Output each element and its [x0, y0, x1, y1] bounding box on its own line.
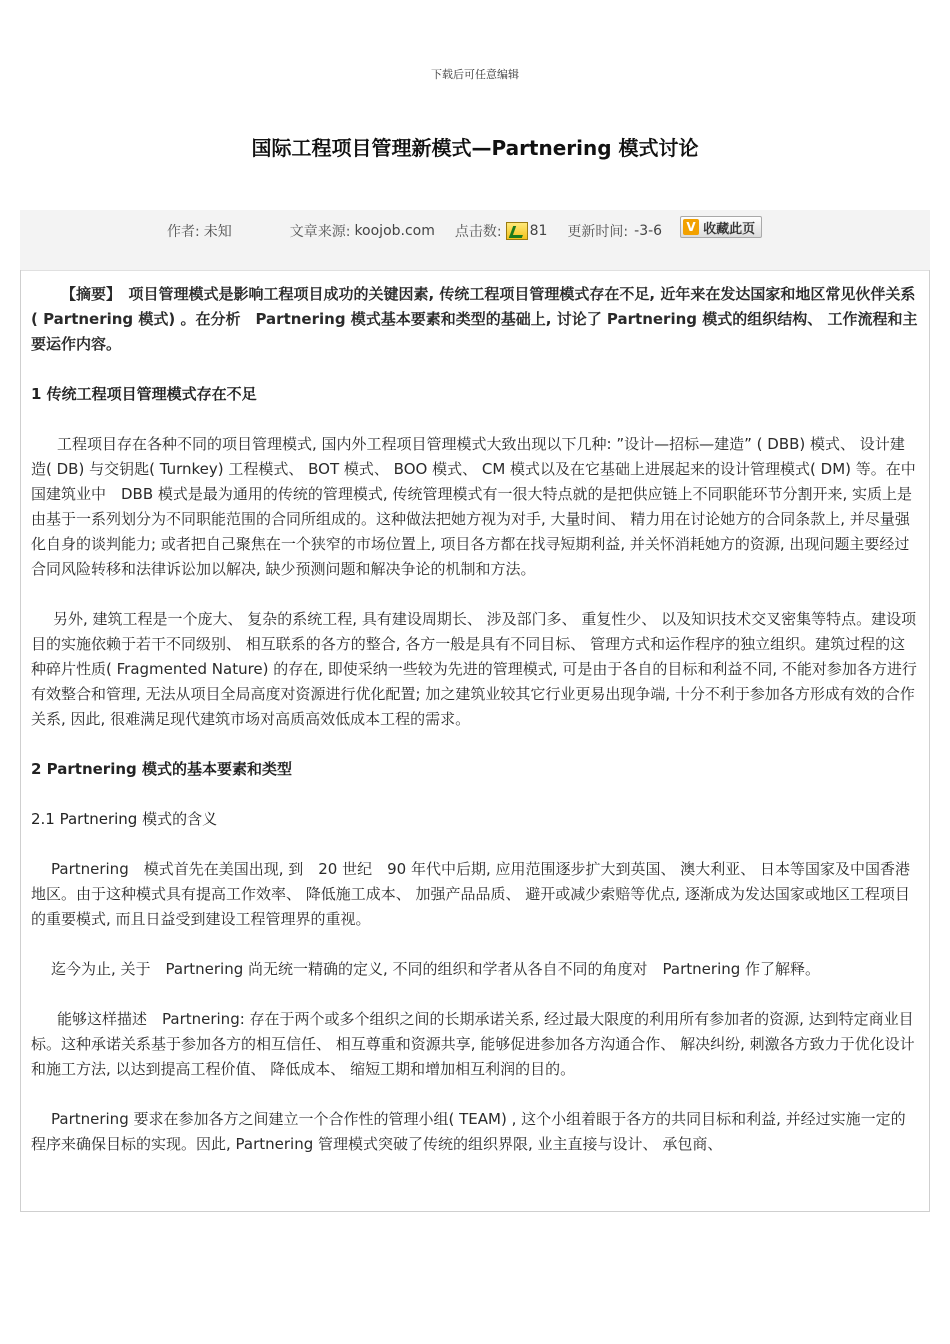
favorite-label: 收藏此页	[703, 221, 756, 237]
page-title: 国际工程项目管理新模式—Partnering 模式讨论	[251, 136, 699, 160]
favorite-icon: V	[683, 219, 699, 235]
source-value: koojob.com	[354, 223, 435, 239]
hits-label: 点击数:	[454, 224, 502, 240]
hits-value: 81	[529, 223, 548, 239]
paragraph: Partnering 模式首先在美国出现, 到 20 世纪 90 年代中后期, 应用范围逐步扩大到英国、 澳大利亚、 日本等国家及中国香港地区。由于这种模式具有提高工作效率、 降低施工成本、 加强产品品质、 避开或减少索赔等优点, 逐渐成为发达国家或地区工程项目的重要模式, 而且日益受到建设工程管理界的重视。	[31, 860, 911, 928]
edit-note: 下载后可任意编辑	[431, 68, 519, 81]
paragraph: 另外, 建筑工程是一个庞大、 复杂的系统工程, 具有建设周期长、 涉及部门多、 重复性少、 以及知识技术交叉密集等特点。建设项目的实施依赖于若干不同级别、 相互联系的各方的整合, 各方一般是具有不同目标、 管理方式和运作程序的独立组织。建筑过程的这种碎片性质( Fragmented Nature) 的存在, 即使采纳一些较为先进的管理模式, 可是由于各自的目标和利益不同, 不能对参加各方进行有效整合和管理, 无法从项目全局高度对资源进行优化配置; 加之建筑业较其它行业更易出现争端, 十分不利于参加各方形成有效的合作关系, 因此, 很难满足现代建筑市场对高质高效低成本工程的需求。	[31, 610, 917, 728]
updated-value: -3-6	[634, 223, 663, 239]
paragraph: 迄今为止, 关于 Partnering 尚无统一精确的定义, 不同的组织和学者从各自不同的角度对 Partnering 作了解释。	[51, 960, 821, 978]
paragraph: Partnering 要求在参加各方之间建立一个合作性的管理小组( TEAM) , 这个小组着眼于各方的共同目标和利益, 并经过实施一定的程序来确保目标的实现。因此, Partnering 管理模式突破了传统的组织界限, 业主直接与设计、 承包商、	[31, 1110, 906, 1153]
subsection-heading: 2.1 Partnering 模式的含义	[31, 810, 218, 828]
paragraph: 工程项目存在各种不同的项目管理模式, 国内外工程项目管理模式大致出现以下几种: ”设计—招标—建造” ( DBB) 模式、 设计建造( DB) 与交钥匙( Turnkey) 工程模式、 BOT 模式、 BOO 模式、 CM 模式以及在它基础上进展起来的设计管理模式( DM) 等。在中国建筑业中 DBB 模式是最为通用的传统的管理模式, 传统管理模式有一很大特点就的是把供应链上不同职能环节分割开来, 实质上是由基于一系列划分为不同职能范围的合同所组成的。这种做法把她方视为对手, 大量时间、 精力用在讨论她方的合同条款上, 并尽量强化自身的谈判能力; 或者把自己聚焦在一个狭窄的市场位置上, 项目各方都在找寻短期利益, 并关怀消耗她方的资源, 出现问题主要经过合同风险转移和法律诉讼加以解决, 缺少预测问题和解决争论的机制和方法。	[31, 435, 916, 578]
paragraph: 能够这样描述 Partnering: 存在于两个或多个组织之间的长期承诺关系, 经过最大限度的利用所有参加者的资源, 达到特定商业目标。这种承诺关系基于参加各方的相互信任、 相互尊重和资源共享, 能够促进参加各方沟通合作、 解决纠纷, 刺激各方致力于优化设计和施工方法, 以达到提高工程价值、 降低成本、 缩短工期和增加相互利润的目的。	[31, 1010, 915, 1078]
favorite-button[interactable]	[680, 216, 762, 238]
abstract: 【摘要】 项目管理模式是影响工程项目成功的关键因素, 传统工程项目管理模式存在不足, 近年来在发达国家和地区常见伙伴关系( Partnering 模式) 。在分析 Partnering 模式基本要素和类型的基础上, 讨论了 Partnering 模式的组织结构、 工作流程和主要运作内容。	[31, 285, 918, 353]
author-label: 作者:	[167, 224, 200, 240]
hits-icon	[506, 222, 528, 240]
section-heading-2: 2 Partnering 模式的基本要素和类型	[31, 760, 292, 778]
author-value: 未知	[203, 224, 232, 240]
article-meta-bar	[20, 210, 930, 271]
source-label: 文章来源:	[289, 224, 351, 240]
meta-row	[167, 220, 762, 242]
updated-label: 更新时间:	[567, 224, 629, 240]
section-heading-1: 1 传统工程项目管理模式存在不足	[31, 385, 257, 403]
article-body	[20, 270, 930, 1212]
